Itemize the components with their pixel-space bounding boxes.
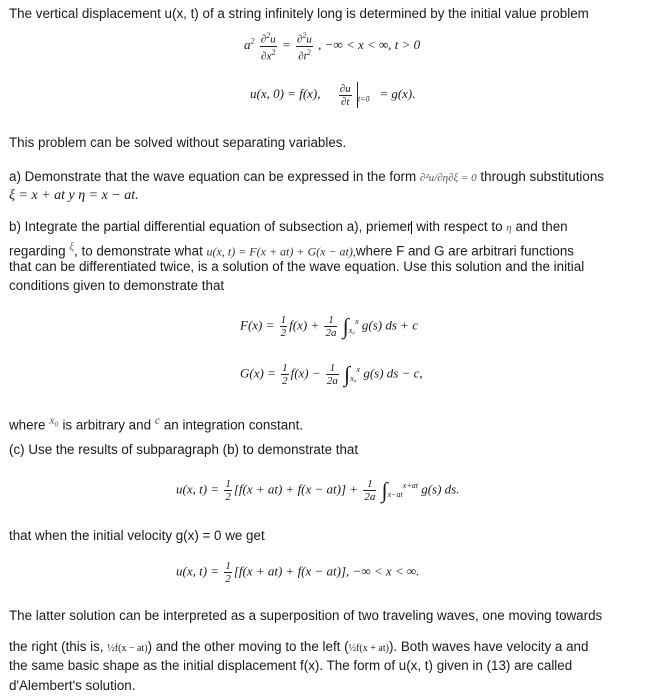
- closing-text2a: the right (this is,: [9, 639, 104, 654]
- closing-line3: the same basic shape as the initial displacement f(x). The form of u(x, t) given in (13) are called: [9, 658, 573, 673]
- closing-text2b: ) and the other moving to the left (: [147, 639, 349, 654]
- wave-equation: [244, 30, 420, 62]
- closing-line1: The latter solution can be interpreted as a superposition of two traveling waves, one moving towards: [9, 608, 603, 623]
- general-solution: u(x, t) = F(x + at) + G(x − at),: [206, 244, 356, 259]
- where-text-c: an integration constant.: [163, 417, 304, 433]
- text-cursor: [411, 221, 412, 234]
- x0-symbol: x₀: [49, 413, 59, 427]
- where-text: where: [9, 417, 46, 433]
- initial-conditions: u(x, 0) = f(x), $\frac{\partial u}{\partial t}$ $_{t=0}$ = g(x).: [250, 82, 416, 108]
- wave-equation-lhs: $a^2$ $\frac{\partial^2u}{\partial x^2}$ = $\frac{\partial^2u}{\partial t^2}$: [244, 31, 312, 63]
- part-b-text2a: regarding: [9, 243, 66, 259]
- equation-G: G(x) = $\frac{1}{2}$ f(x) − $\frac{1}{2a}$ $\int_{x_0}^x$ g(s) ds − c,: [240, 361, 423, 387]
- part-b-line1: [9, 218, 568, 237]
- part-a-text: a) Demonstrate that the wave equation can be expressed in the form: [9, 169, 417, 184]
- equation-u-zero: u(x, t) = $\frac{1}{2}$ [f(x + at) + f(x − at)], −∞ < x < ∞.: [176, 560, 420, 585]
- part-c-text: (c) Use the results of subparagraph (b) to demonstrate that: [9, 442, 359, 457]
- initial-condition-g: = g(x).: [379, 85, 416, 101]
- eta-symbol: η: [506, 222, 512, 234]
- c-symbol: c: [154, 413, 161, 427]
- initial-condition-f: u(x, 0) = f(x),: [250, 85, 321, 101]
- left-wave-expr: ½f(x + at): [348, 643, 389, 654]
- part-b-line4: conditions given to demonstrate that: [9, 278, 225, 293]
- wave-lhs-text: [0, 0, 1, 1]
- where-text-b: is arbitrary and: [62, 417, 152, 433]
- part-a-expr: ∂²u/∂η∂ξ = 0: [419, 172, 477, 184]
- part-b-text1: b) Integrate the partial differential equation of subsection a), priemer: [9, 219, 412, 234]
- part-a-text2: through substitutions: [480, 169, 604, 184]
- part-b-line3: that can be differentiated twice, is a solution of the wave equation. Use this solution and the initial: [9, 259, 585, 274]
- part-b-text1b: with respect to: [416, 219, 503, 234]
- part-a-line1: [9, 168, 604, 187]
- closing-line4: d'Alembert's solution.: [9, 678, 136, 693]
- part-b-text2c: where F and G are arbitrari functions: [355, 243, 574, 259]
- part-b-text1c: and then: [515, 219, 568, 234]
- right-wave-expr: ½f(x − at): [107, 643, 148, 654]
- closing-text2c: ). Both waves have velocity a and: [388, 639, 589, 654]
- closing-line2: [9, 638, 588, 658]
- wave-equation-domain: , −∞ < x < ∞, t > 0: [318, 37, 421, 53]
- equation-u: u(x, t) = $\frac{1}{2}$ [f(x + at) + f(x − at)] + $\frac{1}{2a}$ $\int_{x-at}^{x+at}$ g(s) ds.: [176, 477, 460, 503]
- intro-text: The vertical displacement u(x, t) of a string infinitely long is determined by the initial value problem: [9, 6, 589, 21]
- part-b-text2b: , to demonstrate what: [74, 243, 203, 259]
- equation-F: F(x) = $\frac{1}{2}$ f(x) + $\frac{1}{2a}$ $\int_{x_0}^x$ g(s) ds + c: [240, 313, 418, 339]
- zero-velocity-text: that when the initial velocity g(x) = 0 we get: [9, 528, 265, 543]
- where-line: [9, 411, 303, 434]
- sentence-no-separation: This problem can be solved without separating variables.: [9, 135, 347, 150]
- xi-symbol: ξ: [69, 241, 75, 253]
- part-a-substitutions: ξ = x + at y η = x − at.: [9, 188, 139, 203]
